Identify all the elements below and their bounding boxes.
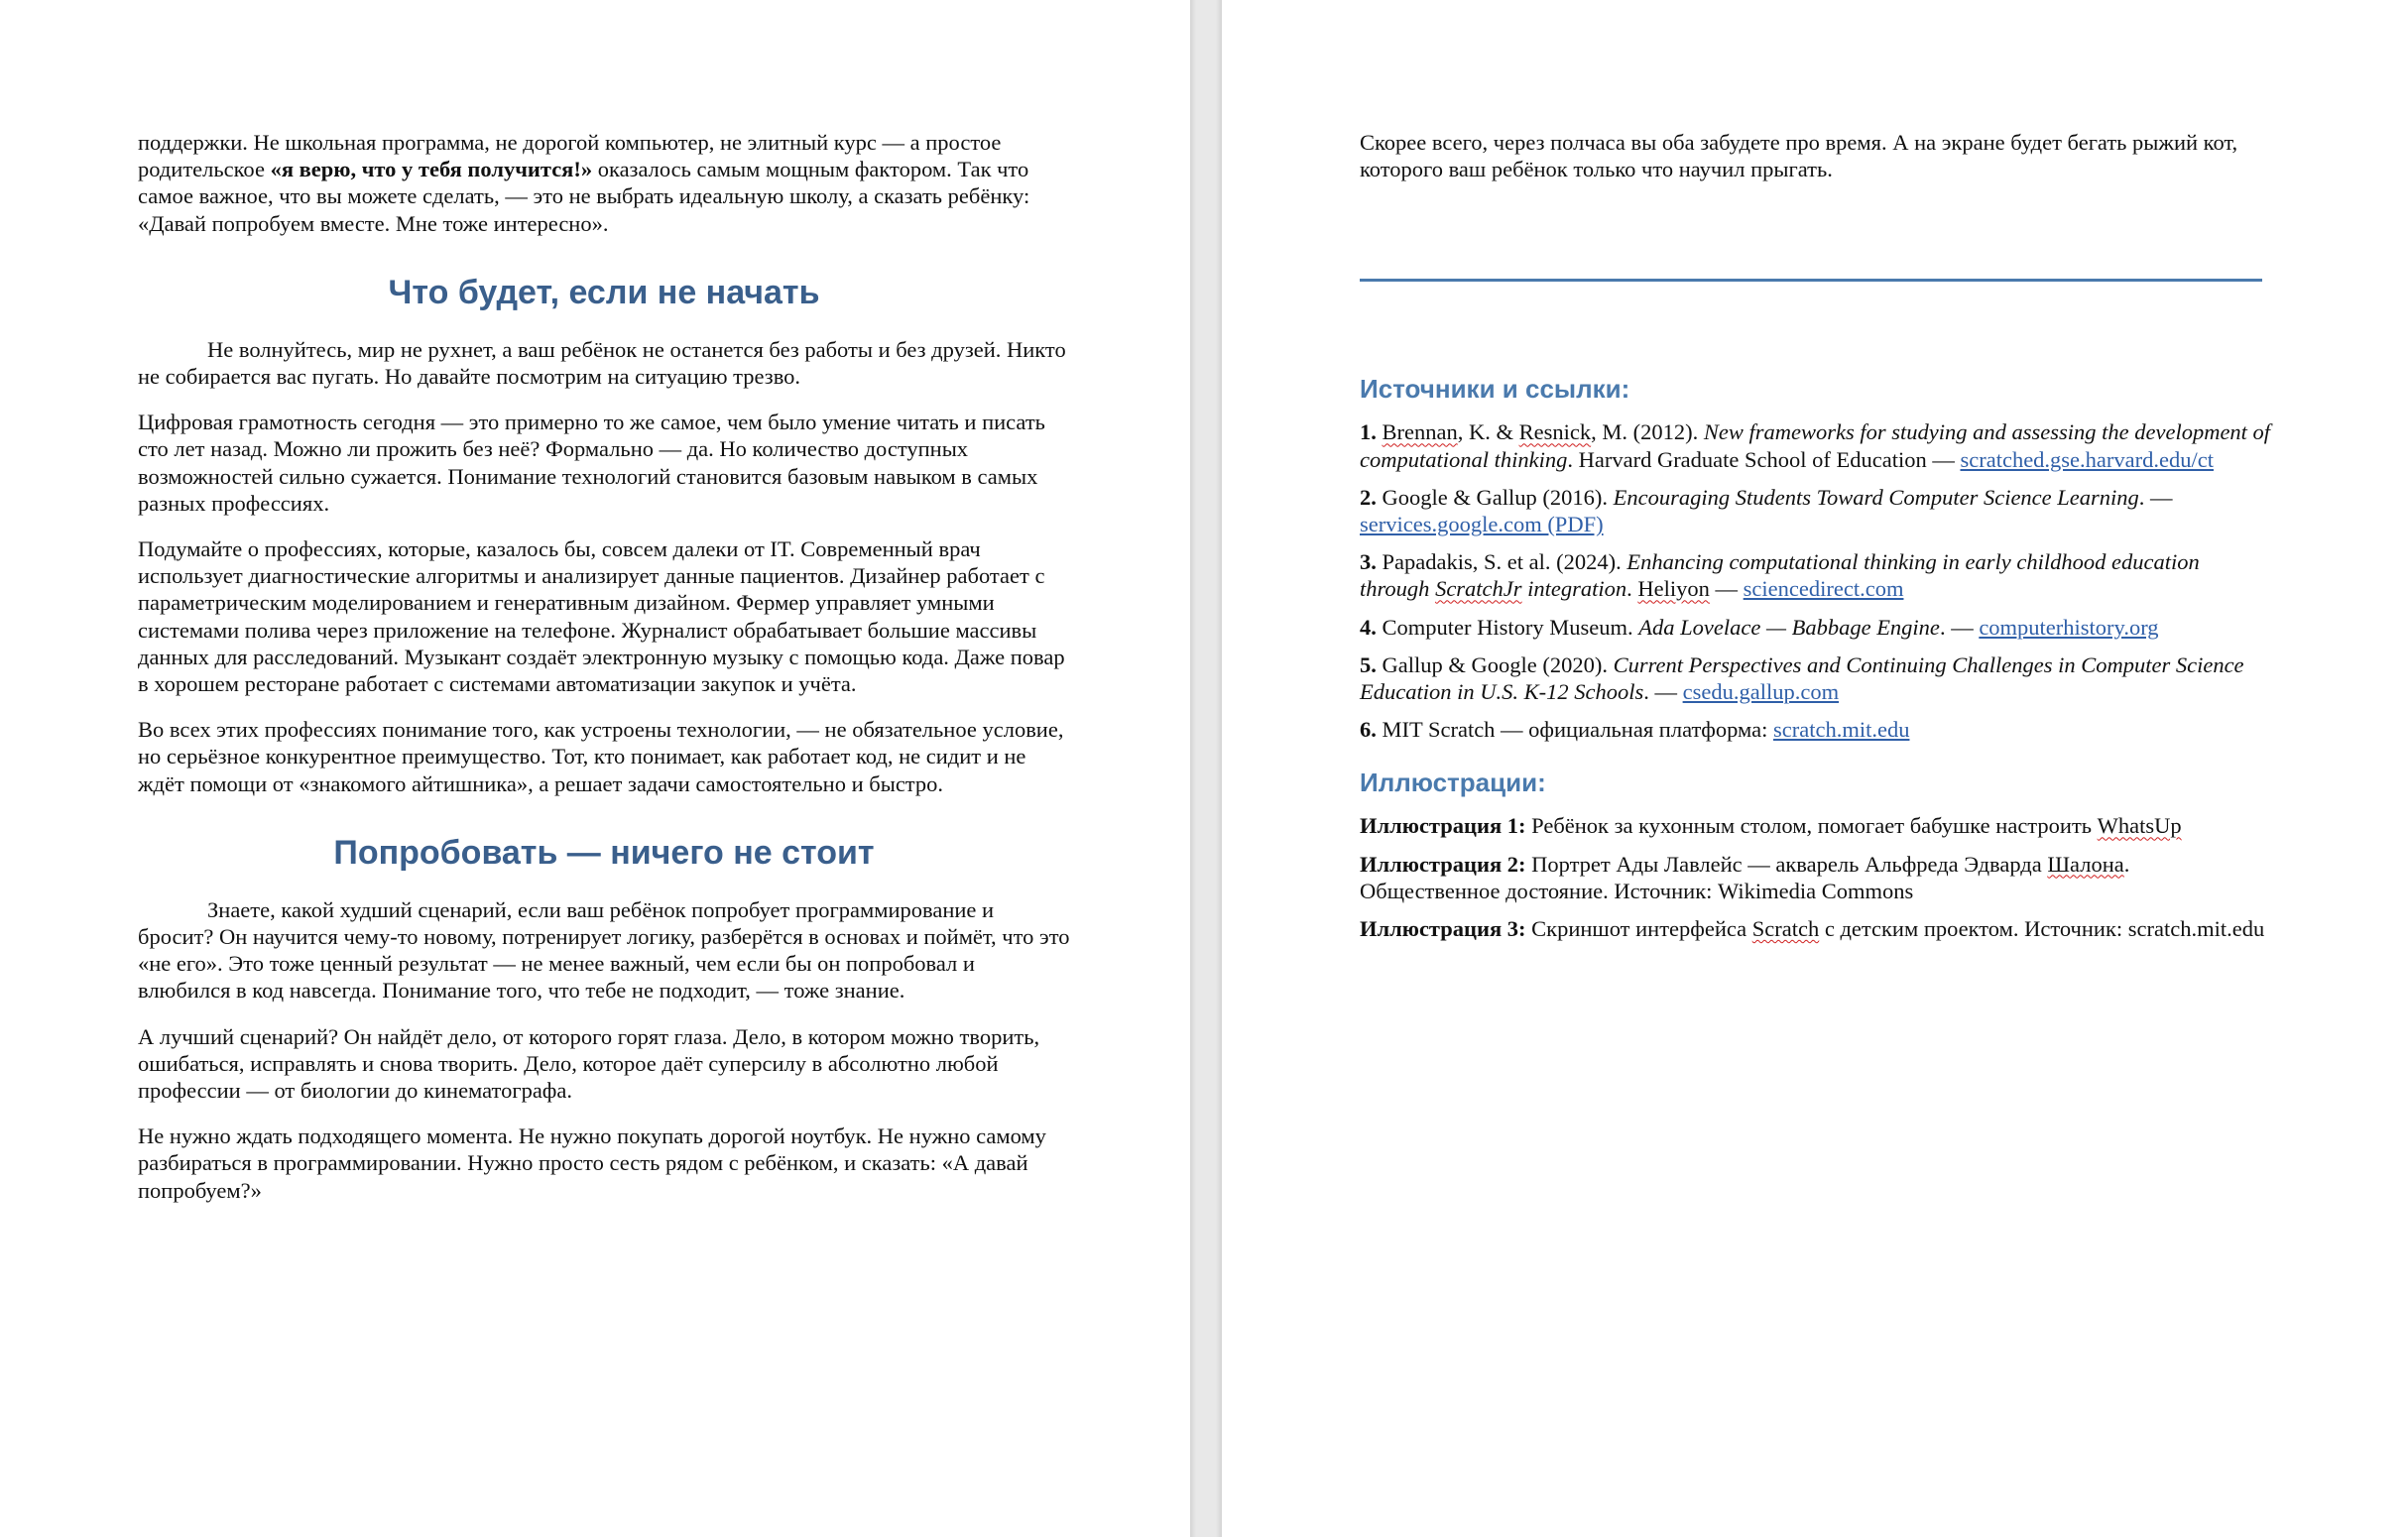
text-run: Papadakis, S. et al. (2024). xyxy=(1382,549,1627,575)
text-run: Портрет Ады Лавлейс — акварель Альфреда Эдварда xyxy=(1525,851,2048,877)
reference-link[interactable]: scratched.gse.harvard.edu/ct xyxy=(1960,446,2214,472)
text-run: , K. & xyxy=(1457,419,1519,445)
paragraph: Скорее всего, через полчаса вы оба забудете про время. А на экране будет бегать рыжий кот, которого ваш ребёнок только что научил прыгать. xyxy=(1360,130,2238,182)
text-run: Computer History Museum. xyxy=(1382,614,1639,640)
reference-title: Ada Lovelace — Babbage Engine xyxy=(1638,614,1940,640)
section-heading-try: Попробовать — ничего не стоит xyxy=(333,833,875,872)
reference-item-3 xyxy=(1360,548,2272,602)
page-content xyxy=(1360,129,2272,953)
paragraph-intro xyxy=(138,129,1070,237)
sources-heading: Источники и ссылки: xyxy=(1360,374,1630,405)
misspelled-word: WhatsUp xyxy=(2097,813,2182,839)
page-gutter xyxy=(1190,0,1222,1537)
page-content xyxy=(138,129,1070,1223)
reference-item-2 xyxy=(1360,484,2272,537)
misspelled-word: ScratchJr xyxy=(1435,576,1522,602)
text-run: . Общественное достояние. Источник: Wikimedia Commons xyxy=(1360,851,2130,903)
reference-title: Encouraging Students Toward Computer Science Learning xyxy=(1613,484,2139,510)
illustration-item-1 xyxy=(1360,812,2272,839)
reference-title: integration xyxy=(1521,576,1627,602)
reference-title: Current Perspectives and Continuing Challenges in Computer Science Education in U.S. K-12 Schools xyxy=(1360,651,2244,705)
reference-number: 6. xyxy=(1360,717,1377,743)
reference-link[interactable]: scratch.mit.edu xyxy=(1773,717,1910,743)
reference-title: New frameworks for studying and assessing the development of computational thinking xyxy=(1360,419,2271,472)
illustration-item-3 xyxy=(1360,915,2272,942)
illustration-label: Иллюстрация 1: xyxy=(1360,813,1526,839)
misspelled-word: Brennan xyxy=(1382,419,1458,445)
reference-link[interactable]: computerhistory.org xyxy=(1979,614,2159,640)
text-run: поддержки. Не школьная программа, не дорогой компьютер, не элитный курс — а простое родительское xyxy=(138,130,1002,182)
paragraph: А лучший сценарий? Он найдёт дело, от которого горят глаза. Дело, в котором можно творить, ошибаться, исправлять и снова творить. Дело, которое даёт суперсилу в абсолютно любой профессии — от биологии до кинематографа. xyxy=(138,1023,1040,1104)
misspelled-word: Resnick xyxy=(1518,419,1592,445)
reference-item-6 xyxy=(1360,716,2272,743)
reference-number: 2. xyxy=(1360,484,1377,510)
document-page-right[interactable] xyxy=(1222,0,2408,1537)
text-run: , M. (2012). xyxy=(1591,419,1704,445)
text-run: . — xyxy=(2138,484,2173,510)
text-run: с детским проектом. Источник: scratch.mit.edu xyxy=(1819,916,2265,942)
reference-link[interactable]: sciencedirect.com xyxy=(1743,576,1904,602)
reference-title: Enhancing computational thinking in early childhood education through xyxy=(1360,549,2200,602)
illustration-label: Иллюстрация 3: xyxy=(1360,916,1526,942)
text-run: оказалось самым мощным фактором. Так что самое важное, что вы можете сделать, — это не выбрать идеальную школу, а сказать ребёнку: «Давай попробуем вместе. Мне тоже интересно». xyxy=(138,157,1030,236)
text-run: Gallup & Google (2020). xyxy=(1382,651,1614,677)
reference-item-5 xyxy=(1360,651,2272,705)
text-run: Ребёнок за кухонным столом, помогает бабушке настроить xyxy=(1525,813,2098,839)
text-run: . — xyxy=(1643,679,1683,705)
section-heading-what-if: Что будет, если не начать xyxy=(388,273,820,311)
paragraph: Не нужно ждать подходящего момента. Не нужно покупать дорогой ноутбук. Не нужно самому разбираться в программировании. Нужно просто сесть рядом с ребёнком, и сказать: «А давай попробуем?» xyxy=(138,1123,1046,1203)
document-page-left[interactable] xyxy=(0,0,1190,1537)
text-run: . — xyxy=(1939,614,1980,640)
text-run: — xyxy=(1709,576,1744,602)
illustrations-heading: Иллюстрации: xyxy=(1360,768,1546,798)
misspelled-word: Шалона xyxy=(2047,851,2124,877)
reference-item-1 xyxy=(1360,418,2272,472)
paragraph: Во всех этих профессиях понимание того, как устроены технологии, — не обязательное условие, но серьёзное конкурентное преимущество. Тот, кто понимает, как работает код, не сидит и не ждёт помощи от «знакомого айтишника», а решает задачи самостоятельно и быстро. xyxy=(138,717,1064,796)
text-run: Google & Gallup (2016). xyxy=(1382,484,1614,510)
reference-link[interactable]: csedu.gallup.com xyxy=(1682,679,1840,705)
reference-link[interactable]: services.google.com (PDF) xyxy=(1360,512,1604,537)
paragraph: Подумайте о профессиях, которые, казалось бы, совсем далеки от IT. Современный врач использует диагностические алгоритмы и анализирует данные пациентов. Дизайнер работает с параметрическим моделированием и генеративным дизайном. Фермер управляет умными системами полива через приложение на телефоне. Журналист обрабатывает большие массивы данных для расследований. Музыкант создаёт электронную музыку с помощью кода. Даже повар в хорошем ресторане работает с системами автоматизации закупок и учёта. xyxy=(138,536,1065,697)
text-run: Скриншот интерфейса xyxy=(1525,916,1752,942)
text-run: . xyxy=(1626,576,1638,602)
bold-quote: «я верю, что у тебя получится!» xyxy=(270,157,593,182)
paragraph: Цифровая грамотность сегодня — это примерно то же самое, чем было умение читать и писать сто лет назад. Можно ли прожить без неё? Формально — да. Но количество доступных возможностей сильно сужается. Понимание технологий становится базовым навыком в самых разных профессиях. xyxy=(138,410,1045,516)
reference-number: 3. xyxy=(1360,549,1377,575)
reference-item-4 xyxy=(1360,614,2272,641)
illustration-label: Иллюстрация 2: xyxy=(1360,851,1526,877)
text-run: MIT Scratch — официальная платформа: xyxy=(1382,717,1773,743)
reference-number: 1. xyxy=(1360,419,1377,445)
paragraph: Не волнуйтесь, мир не рухнет, а ваш ребёнок не останется без работы и без друзей. Никто не собирается вас пугать. Но давайте посмотрим на ситуацию трезво. xyxy=(138,336,1066,390)
reference-number: 4. xyxy=(1360,614,1377,640)
paragraph: Знаете, какой худший сценарий, если ваш ребёнок попробует программирование и бросит? Он научится чему-то новому, потренирует логику, разберётся в основах и поймёт, что это «не его». Это тоже ценный результат — не менее важный, чем если бы он попробовал и влюбился в код навсегда. Понимание того, что тебе не подходит, — тоже знание. xyxy=(138,896,1070,1004)
misspelled-word: Heliyon xyxy=(1637,576,1710,602)
illustration-item-2 xyxy=(1360,851,2272,904)
reference-number: 5. xyxy=(1360,651,1377,677)
text-run: . Harvard Graduate School of Education — xyxy=(1567,446,1961,472)
misspelled-word: Scratch xyxy=(1751,916,1820,942)
